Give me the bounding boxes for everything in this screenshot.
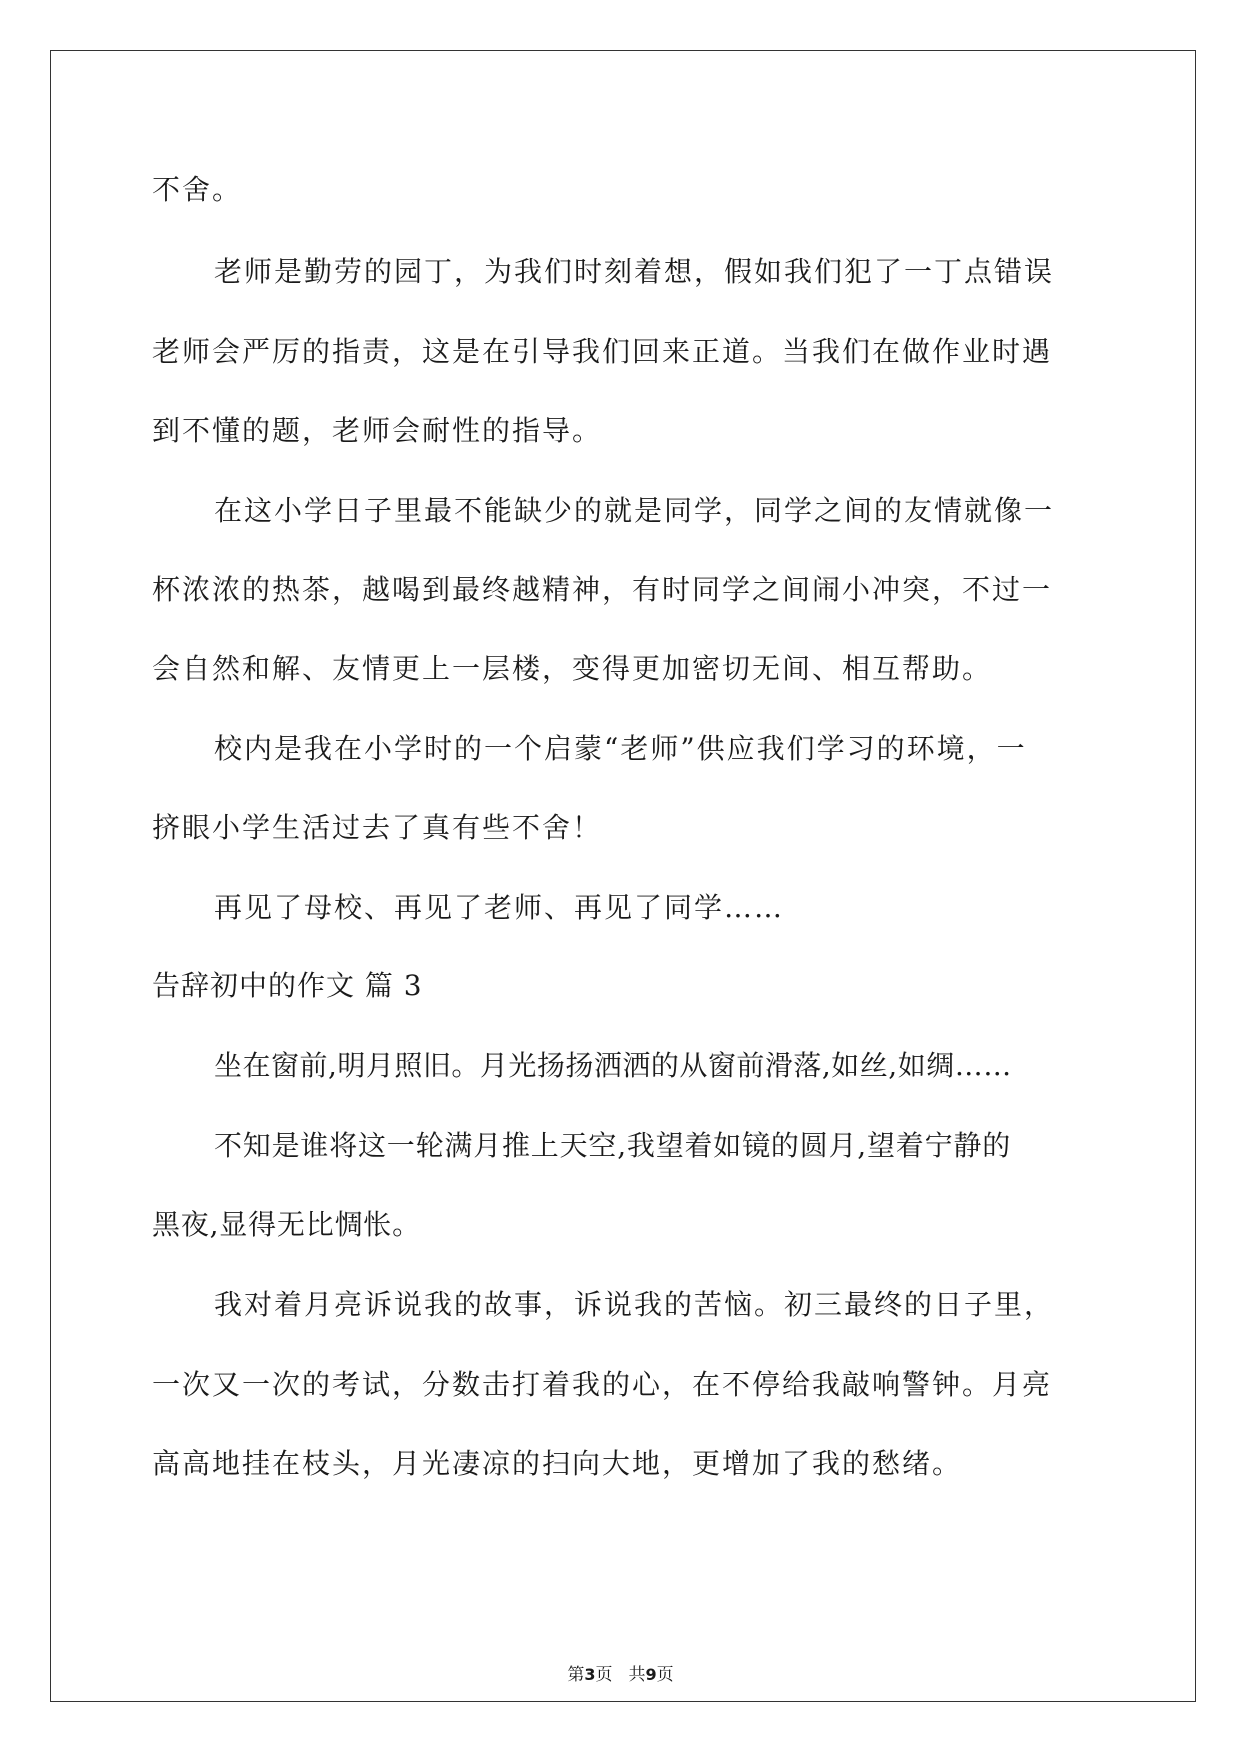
footer-prefix: 第: [567, 1665, 585, 1685]
paragraph-start: 再见了母校、再见了老师、再见了同学……: [214, 891, 785, 924]
text-line: 不舍。: [152, 173, 243, 206]
text-line: 黑夜,显得无比惆怅。: [152, 1208, 421, 1241]
section-heading: 告辞初中的作文 篇 3: [152, 969, 423, 1002]
text-line: 一次又一次的考试，分数击打着我的心，在不停给我敲响警钟。月亮: [152, 1368, 1053, 1401]
paragraph-start: 在这小学日子里最不能缺少的就是同学，同学之间的友情就像一: [214, 494, 1055, 527]
paragraph-start: 坐在窗前,明月照旧。月光扬扬洒洒的从窗前滑落,如丝,如绸……: [214, 1049, 1012, 1082]
text-line: 杯浓浓的热茶，越喝到最终越精神，有时同学之间闹小冲突，不过一: [152, 573, 1053, 606]
paragraph-start: 校内是我在小学时的一个启蒙“老师”供应我们学习的环境，一: [214, 732, 1027, 765]
total-pages-number: 9: [645, 1665, 657, 1684]
paragraph-start: 老师是勤劳的园丁，为我们时刻着想，假如我们犯了一丁点错误: [214, 255, 1055, 288]
footer-total-unit: 页: [656, 1665, 674, 1685]
page-footer: [0, 1663, 1241, 1687]
footer-page-unit: 页: [595, 1665, 613, 1685]
current-page-number: 3: [584, 1665, 596, 1684]
text-line: 会自然和解、友情更上一层楼，变得更加密切无间、相互帮助。: [152, 652, 993, 685]
footer-total-prefix: 共: [628, 1665, 646, 1685]
text-line: 挤眼小学生活过去了真有些不舍！: [152, 811, 603, 844]
paragraph-start: 我对着月亮诉说我的故事，诉说我的苦恼。初三最终的日子里，: [214, 1288, 1055, 1321]
text-line: 高高地挂在枝头，月光凄凉的扫向大地，更增加了我的愁绪。: [152, 1447, 963, 1480]
paragraph-start: 不知是谁将这一轮满月推上天空,我望着如镜的圆月,望着宁静的: [214, 1129, 1012, 1162]
text-line: 老师会严厉的指责，这是在引导我们回来正道。当我们在做作业时遇: [152, 335, 1053, 368]
text-line: 到不懂的题，老师会耐性的指导。: [152, 414, 603, 447]
